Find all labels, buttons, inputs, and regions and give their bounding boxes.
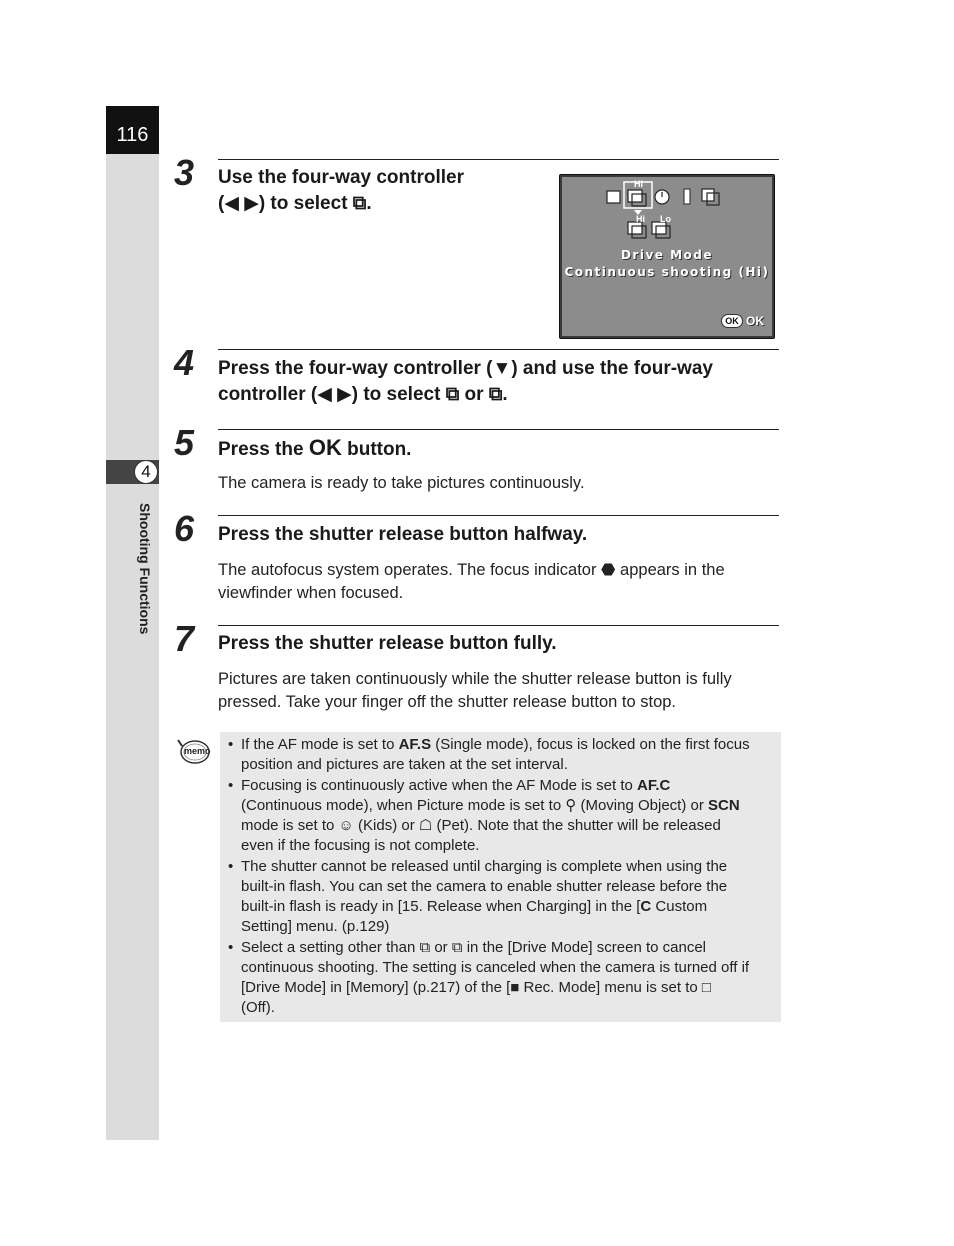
body-line: pressed. Take your finger off the shutter release button to stop. [218,693,677,711]
memo-line: built-in flash. You can set the camera to enable shutter release before the [241,878,728,895]
memo-line: built-in flash is ready in [15. Release when Charging] in the [C Custom [241,898,708,915]
heading-text: Press the [218,439,309,460]
page-number: 116 [116,124,149,146]
body-line: viewfinder when focused. [218,584,404,602]
step-number: 6 [174,508,195,549]
ok-button-icon: OK [308,435,342,460]
lcd-screen-area [562,177,772,336]
ok-badge: OK [721,314,743,328]
step-heading [218,435,411,463]
remote-icon [684,189,690,204]
step-heading-line: Use the four-way controller [218,167,464,188]
step-body: The camera is ready to take pictures continuously. [218,474,585,492]
bullet: • [228,736,234,753]
bullet: • [228,777,234,794]
step-number: 5 [174,422,195,463]
memo-icon [175,736,211,766]
memo-line: Select a setting other than ⧉ or ⧉ in the [Drive Mode] screen to cancel [241,939,706,956]
step-heading [218,356,778,408]
lo-label: Lo [660,214,671,224]
step-number: 7 [174,618,195,659]
memo-line: position and pictures are taken at the set interval. [241,756,568,773]
step-number: 4 [174,342,195,383]
step-divider [218,159,779,160]
single-frame-icon [607,191,620,203]
ok-label: OK [746,314,764,328]
memo-line: (Continuous mode), when Picture mode is set to ⚲ (Moving Object) or SCN [241,797,740,814]
memo-item [228,735,771,775]
memo-line: [Drive Mode] in [Memory] (p.217) of the [■ Rec. Mode] menu is set to □ [241,979,711,996]
step-divider [218,349,779,350]
body-line: The autofocus system operates. The focus indicator ⬣ appears in the [218,561,725,579]
step-divider [218,625,779,626]
bullet: • [228,858,234,875]
memo-item [228,776,771,856]
body-line: Pictures are taken continuously while the shutter release button is fully [218,670,732,688]
step-heading-line: Press the four-way controller (▼) and use the four-way [218,358,713,379]
step-heading-line: (◀ ▶) to select ⧉. [218,193,372,214]
memo-item [228,938,771,1018]
memo-line: mode is set to ☺ (Kids) or ☖ (Pet). Note that the shutter will be released [241,817,721,834]
memo-item [228,857,771,937]
memo-line: continuous shooting. The setting is canceled when the camera is turned off if [241,959,750,976]
memo-line: Setting] menu. (p.129) [241,918,390,935]
continuous-hi-icon [628,190,642,202]
chapter-title: Shooting Functions [137,503,153,635]
hi-label: Hi [634,179,643,189]
step-number: 3 [174,152,195,193]
hi-label: Hi [636,214,645,224]
chapter-number-badge: 4 [134,460,158,484]
bracket-icon [702,189,714,201]
step-heading-line: controller (◀ ▶) to select ⧉ or ⧉. [218,384,508,405]
step-body [218,668,778,714]
lcd-title: Drive Mode [620,248,714,262]
step-heading [218,165,464,217]
memo-line: (Off). [241,999,275,1016]
step-divider [218,515,779,516]
bullet: • [228,939,234,956]
heading-text: button. [341,439,412,460]
memo-line: Focusing is continuously active when the AF Mode is set to AF.C [241,777,671,794]
memo-label: memo [184,746,211,756]
lcd-subtitle: Continuous shooting (Hi) [564,265,770,279]
step-body [218,559,778,605]
memo-line: even if the focusing is not complete. [241,837,480,854]
step-heading: Press the shutter release button halfway. [218,524,588,545]
memo-line: The shutter cannot be released until charging is complete when using the [241,858,728,875]
step-divider [218,429,779,430]
step-heading: Press the shutter release button fully. [218,633,557,654]
memo-line: If the AF mode is set to AF.S (Single mode), focus is locked on the first focus [241,736,750,753]
